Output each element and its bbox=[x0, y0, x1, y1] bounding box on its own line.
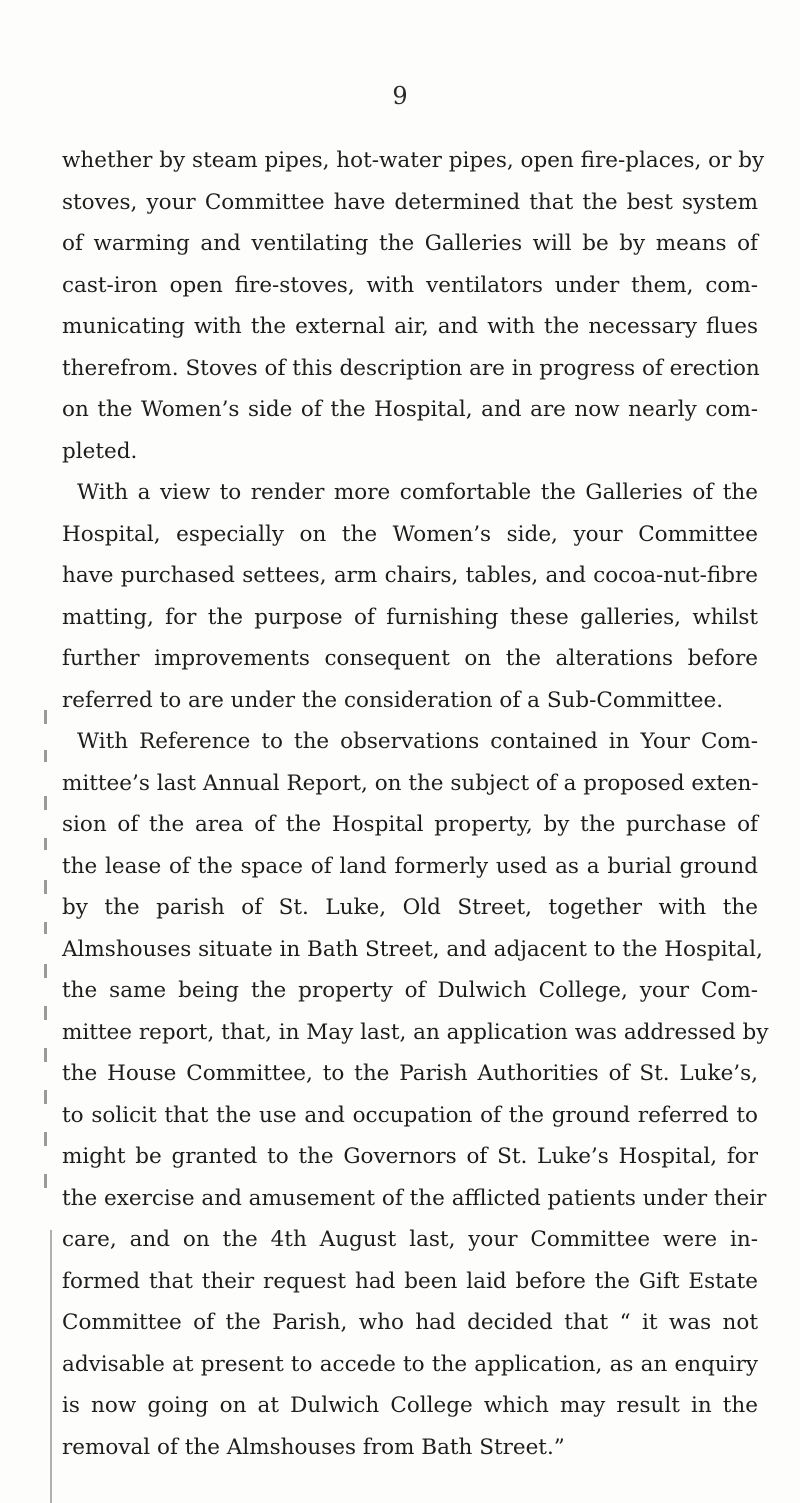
binding-mark bbox=[44, 796, 47, 810]
text-line: matting, for the purpose of furnishing these galleries, whilst bbox=[62, 604, 758, 630]
text-line: stoves, your Committee have determined that the best system bbox=[62, 189, 758, 215]
binding-mark bbox=[44, 750, 47, 762]
binding-mark bbox=[44, 1090, 47, 1104]
text-line: With a view to render more comfortable the Galleries of the bbox=[77, 480, 758, 505]
text-line: to solicit that the use and occupation of the ground referred to bbox=[62, 1102, 758, 1128]
binding-mark bbox=[44, 1174, 47, 1188]
binding-rule bbox=[50, 1230, 52, 1503]
text-line: removal of the Almshouses from Bath Street.” bbox=[62, 1434, 565, 1460]
text-line: referred to are under the consideration of a Sub-Committee. bbox=[62, 687, 724, 713]
text-line: pleted. bbox=[62, 438, 138, 464]
text-line: of warming and ventilating the Galleries will be by means of bbox=[62, 231, 758, 256]
text-line: mittee report, that, in May last, an application was addressed by bbox=[62, 1019, 769, 1045]
text-line: have purchased settees, arm chairs, tables, and cocoa-nut-fibre bbox=[62, 563, 758, 588]
binding-mark bbox=[44, 880, 47, 894]
text-line: might be granted to the Governors of St. Luke’s Hospital, for bbox=[62, 1144, 758, 1169]
binding-mark bbox=[44, 838, 47, 850]
text-line: Committee of the Parish, who had decided that “ it was not bbox=[62, 1310, 758, 1335]
binding-mark bbox=[44, 1006, 47, 1020]
text-line: care, and on the 4th August last, your Committee were in- bbox=[62, 1227, 758, 1252]
binding-mark bbox=[44, 922, 47, 934]
binding-mark bbox=[44, 1132, 47, 1146]
binding-mark bbox=[44, 964, 47, 978]
text-line: the same being the property of Dulwich College, your Com- bbox=[62, 978, 758, 1003]
text-line: cast-iron open fire-stoves, with ventilators under them, com- bbox=[62, 272, 758, 298]
text-line: the lease of the space of land formerly used as a burial ground bbox=[62, 853, 758, 879]
text-line: mittee’s last Annual Report, on the subject of a proposed exten- bbox=[62, 770, 759, 796]
text-line: the House Committee, to the Parish Authorities of St. Luke’s, bbox=[62, 1061, 758, 1086]
page-number: 9 bbox=[392, 82, 408, 110]
binding-mark bbox=[44, 710, 47, 724]
text-line: on the Women’s side of the Hospital, and are now nearly com- bbox=[62, 397, 758, 422]
text-line: is now going on at Dulwich College which may result in the bbox=[62, 1393, 758, 1418]
text-line: municating with the external air, and with the necessary flues bbox=[62, 314, 758, 339]
text-line: Hospital, especially on the Women’s side, your Committee bbox=[62, 521, 758, 547]
text-line: therefrom. Stoves of this description are in progress of erection bbox=[62, 355, 760, 381]
text-line: by the parish of St. Luke, Old Street, together with the bbox=[62, 895, 758, 920]
text-line: formed that their request had been laid before the Gift Estate bbox=[62, 1268, 758, 1294]
text-line: whether by steam pipes, hot-water pipes, open fire-places, or by bbox=[62, 148, 765, 173]
text-line: sion of the area of the Hospital property, by the purchase of bbox=[62, 812, 758, 837]
text-line: With Reference to the observations contained in Your Com- bbox=[77, 729, 758, 754]
body-text bbox=[62, 140, 769, 1468]
text-line: Almshouses situate in Bath Street, and adjacent to the Hospital, bbox=[62, 936, 763, 962]
text-line: further improvements consequent on the alterations before bbox=[62, 646, 758, 671]
binding-mark bbox=[44, 1048, 47, 1062]
text-line: the exercise and amusement of the afflicted patients under their bbox=[62, 1185, 767, 1211]
binding-edge-marks bbox=[40, 710, 56, 1503]
text-line: advisable at present to accede to the application, as an enquiry bbox=[62, 1351, 758, 1377]
